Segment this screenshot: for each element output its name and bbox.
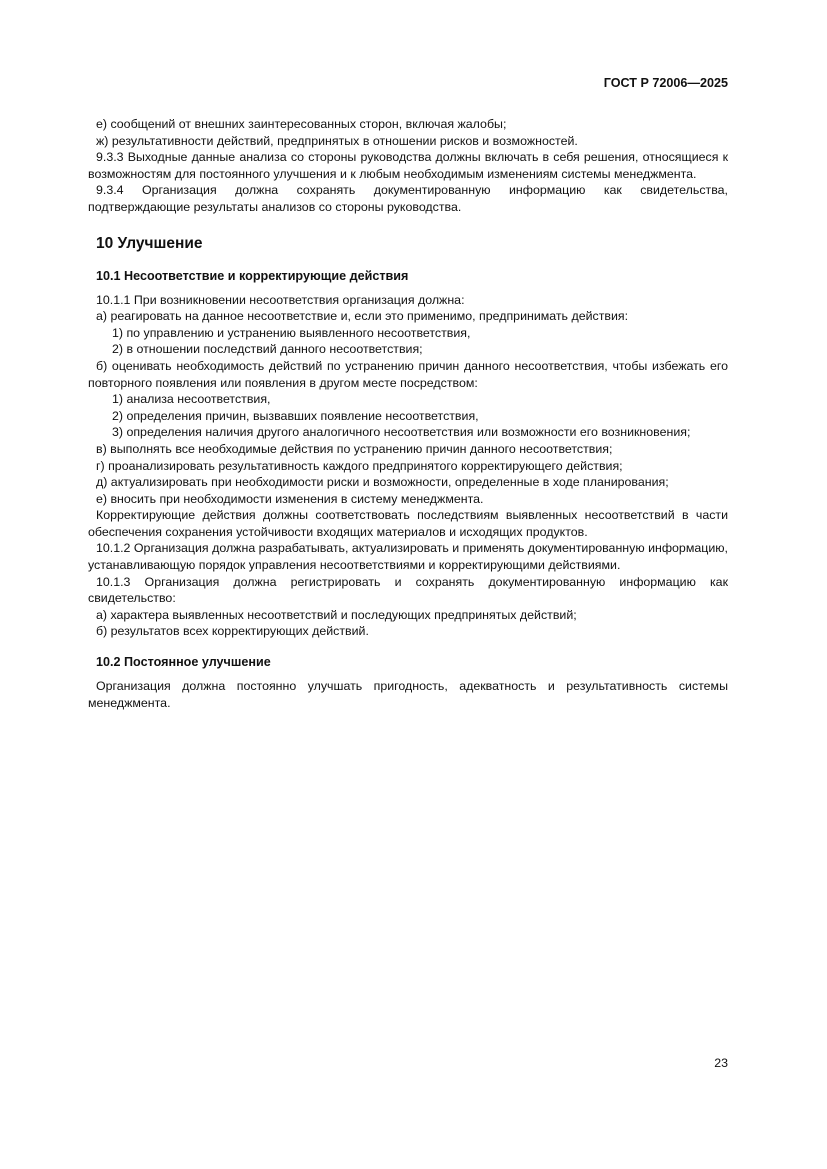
page-number: 23 <box>714 1056 728 1070</box>
paragraph: Корректирующие действия должны соответствовать последствиям выявленных несоответствий в части обеспечения сохранения устойчивости входящих материалов и исходящих продуктов. <box>88 508 728 539</box>
list-item: в) выполнять все необходимые действия по устранению причин данного несоответствия; <box>96 441 613 456</box>
document-number: ГОСТ Р 72006—2025 <box>603 76 728 90</box>
list-item: ж) результативности действий, предпринятых в отношении рисков и возможностей. <box>96 133 578 148</box>
list-item: е) сообщений от внешних заинтересованных сторон, включая жалобы; <box>96 117 507 131</box>
paragraph: 10.1.1 При возникновении несоответствия организация должна: <box>96 292 465 307</box>
paragraph: 9.3.4 Организация должна сохранять документированную информацию как свидетельства, подтверждающие результаты анализов со стороны руководства. <box>88 183 728 214</box>
paragraph: 10.1.3 Организация должна регистрировать и сохранять документированную информацию как свидетельство: <box>88 574 728 606</box>
list-item: 2) определения причин, вызвавших появление несоответствия, <box>112 408 479 423</box>
section-heading: 10 Улучшение <box>96 234 203 252</box>
subsection-heading: 10.1 Несоответствие и корректирующие действия <box>96 268 409 283</box>
list-item: 2) в отношении последствий данного несоответствия; <box>112 342 423 357</box>
paragraph: Организация должна постоянно улучшать пригодность, адекватность и результативность системы менеджмента. <box>88 679 728 710</box>
list-item: а) реагировать на данное несоответствие и, если это применимо, предпринимать действия: <box>96 309 629 324</box>
list-item: 1) по управлению и устранению выявленного несоответствия, <box>112 325 471 340</box>
list-item: г) проанализировать результативность каждого предпринятого корректирующего действия; <box>96 458 623 473</box>
paragraph: 9.3.3 Выходные данные анализа со стороны руководства должны включать в себя решения, относящиеся к возможностям для постоянного улучшения и к любым необходимым изменениям системы менеджмента. <box>88 150 728 181</box>
list-item: 1) анализа несоответствия, <box>112 392 271 407</box>
paragraph: 10.1.2 Организация должна разрабатывать, актуализировать и применять документированную информацию, устанавливающую порядок управления несоответствиями и корректирующими действиями. <box>88 541 728 573</box>
page-content <box>88 116 728 711</box>
list-item: д) актуализировать при необходимости риски и возможности, определенные в ходе планирования; <box>96 475 669 490</box>
list-item: е) вносить при необходимости изменения в систему менеджмента. <box>96 491 484 506</box>
list-item: а) характера выявленных несоответствий и последующих предпринятых действий; <box>96 607 577 622</box>
list-item: 3) определения наличия другого аналогичного несоответствия или возможности его возникновения; <box>112 425 691 440</box>
list-item: б) результатов всех корректирующих действий. <box>96 624 369 639</box>
list-item: б) оценивать необходимость действий по устранению причин данного несоответствия, чтобы избежать его повторного появления или появления в другом месте посредством: <box>88 358 728 390</box>
subsection-heading: 10.2 Постоянное улучшение <box>96 655 271 670</box>
